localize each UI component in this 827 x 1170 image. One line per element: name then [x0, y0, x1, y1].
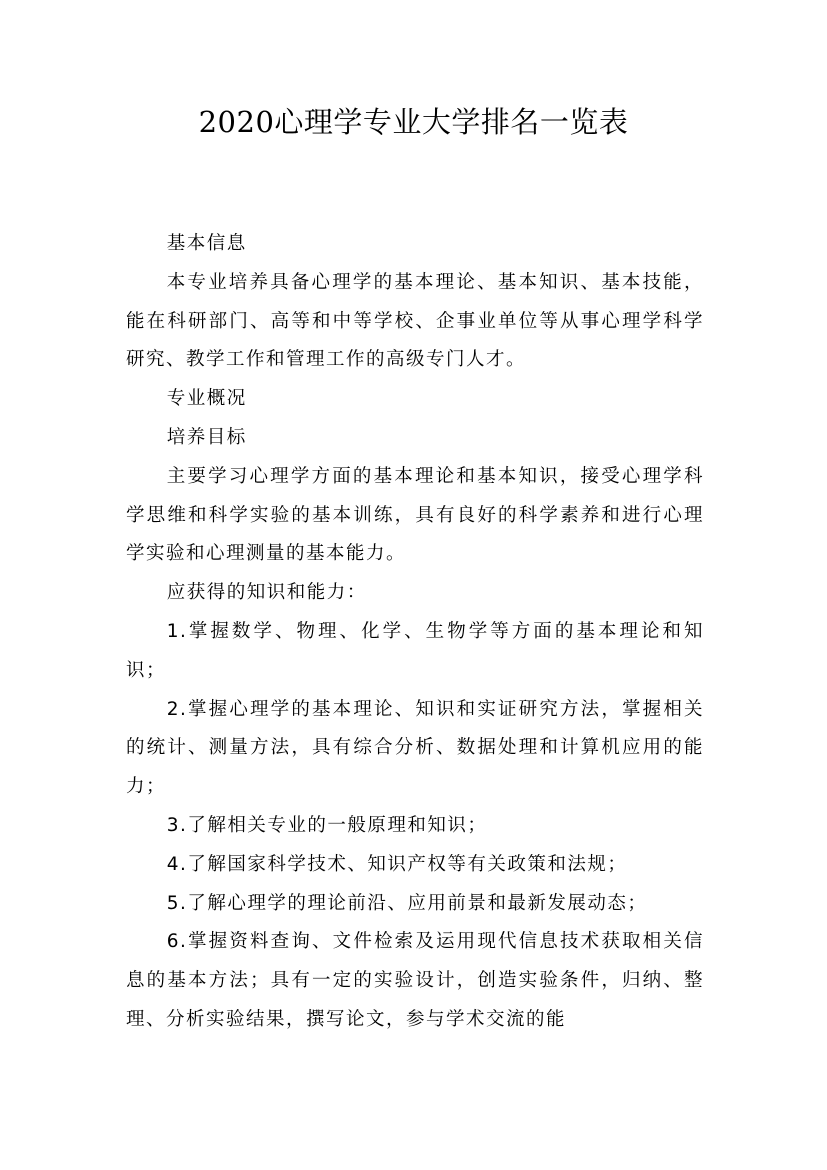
- paragraph-basic-info: 本专业培养具备心理学的基本理论、基本知识、基本技能，能在科研部门、高等和中等学校、企事业单位等从事心理学科学研究、教学工作和管理工作的高级专门人才。: [126, 271, 704, 371]
- paragraph-basic-info-heading: 基本信息: [166, 233, 247, 254]
- paragraph-ability-2: 2.掌握心理学的基本理论、知识和实证研究方法，掌握相关的统计、测量方法，具有综合分析、数据处理和计算机应用的能力；: [126, 698, 704, 798]
- paragraph-ability-4: 4.了解国家科学技术、知识产权等有关政策和法规；: [166, 853, 628, 875]
- paragraph-goal: 主要学习心理学方面的基本理论和基本知识，接受心理学科学思维和科学实验的基本训练，具有良好的科学素养和进行心理学实验和心理测量的基本能力。: [126, 465, 704, 565]
- paragraph-goal-heading: 培养目标: [166, 426, 247, 448]
- document-title: 2020心理学专业大学排名一览表: [198, 105, 629, 139]
- document-body: [126, 225, 704, 1040]
- paragraph-ability-1: 1.掌握数学、物理、化学、生物学等方面的基本理论和知识；: [126, 620, 704, 681]
- paragraph-overview-heading: 专业概况: [166, 388, 247, 410]
- paragraph-ability-6: 6.掌握资料查询、文件检索及运用现代信息技术获取相关信息的基本方法；具有一定的实验设计，创造实验条件，归纳、整理、分析实验结果，撰写论文，参与学术交流的能: [126, 931, 704, 1030]
- paragraph-ability-3: 3.了解相关专业的一般原理和知识；: [166, 814, 488, 836]
- paragraph-abilities-heading: 应获得的知识和能力：: [166, 582, 367, 604]
- paragraph-ability-5: 5.了解心理学的理论前沿、应用前景和最新发展动态；: [166, 892, 648, 914]
